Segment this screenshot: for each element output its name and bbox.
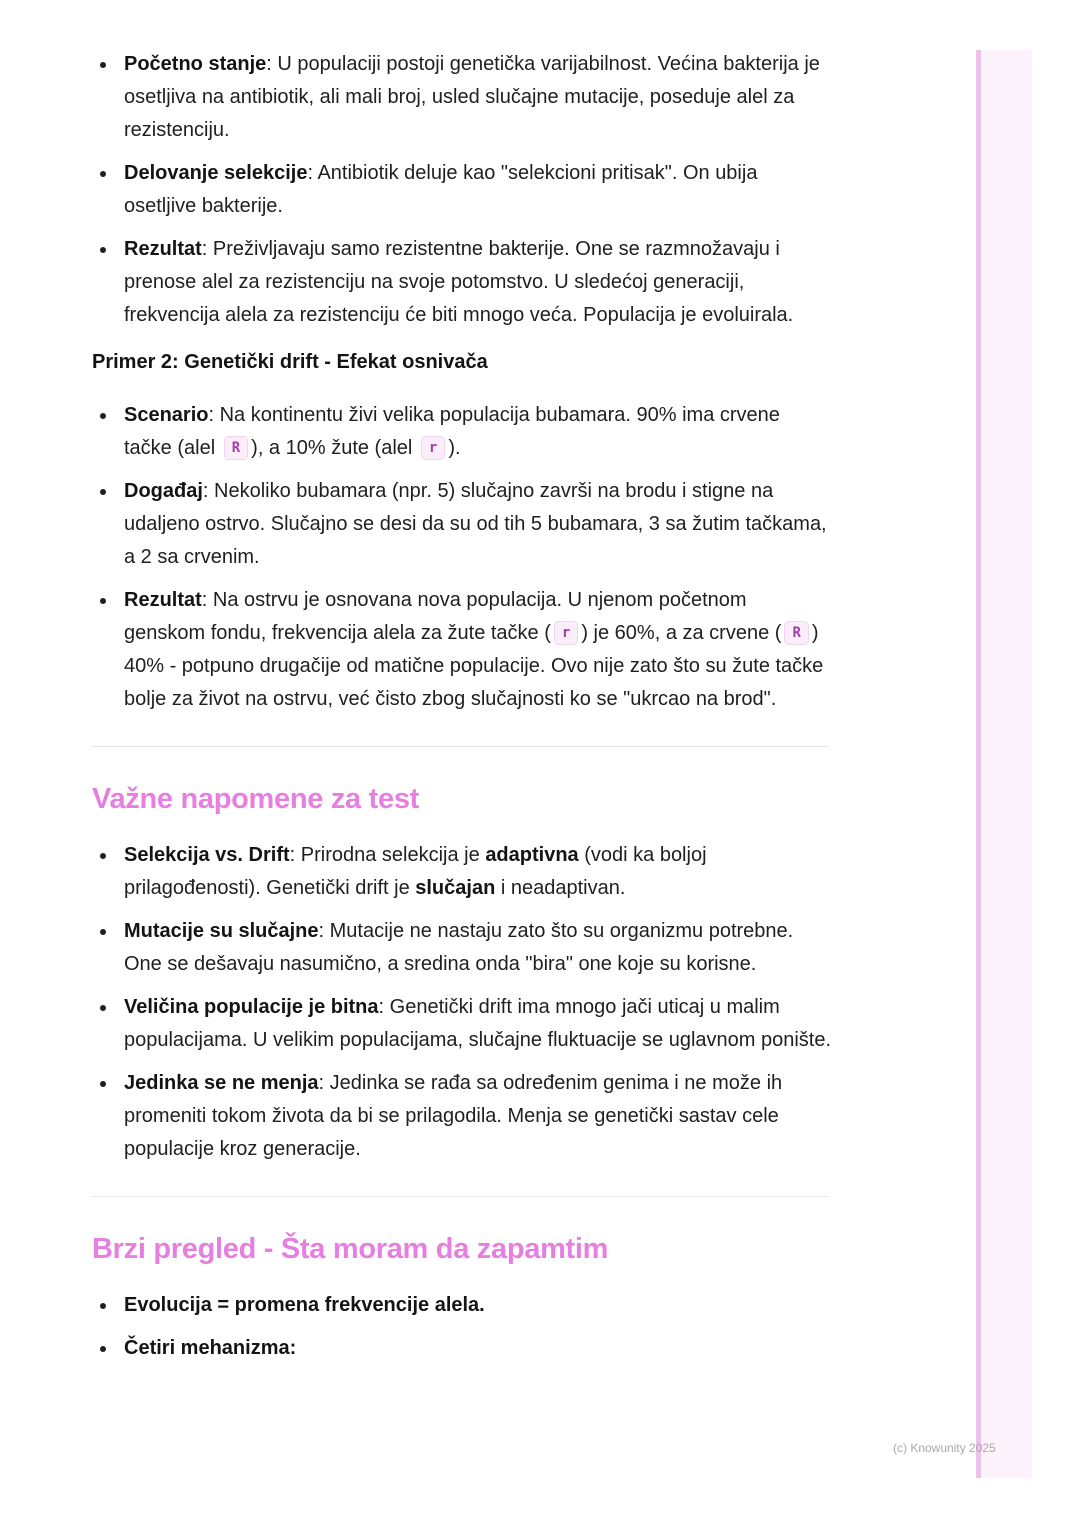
allele-code: r <box>421 436 445 460</box>
list-item <box>92 475 832 574</box>
list-item <box>92 399 832 465</box>
emphasis: adaptivna <box>485 844 579 866</box>
item-text: : Na ostrvu je osnovana nova populacija. U njenom početnom genskom fondu, frekvencija alela za žute tačke ( <box>124 589 747 644</box>
divider <box>92 1196 828 1197</box>
allele-code: R <box>784 621 808 645</box>
copyright-notice: (c) Knowunity 2025 <box>893 1441 996 1455</box>
document-content <box>92 48 832 1375</box>
item-text: : Mutacije ne nastaju zato što su organizmu potrebne. One se dešavaju nasumično, a sredina onda "bira" one koje su korisne. <box>124 920 794 975</box>
allele-code: R <box>224 436 248 460</box>
item-text: (vodi ka boljoj prilagođenosti). Genetički drift je <box>124 844 707 899</box>
item-text: : Preživljavaju samo rezistentne bakterije. One se razmnožavaju i prenose alel za rezistenciju na svoje potomstvo. U sledećoj generaciji, frekvencija alela za rezistenciju će biti mnogo veća. Populacija je evoluirala. <box>124 238 794 326</box>
item-text: ) je 60%, a za crvene ( <box>581 622 782 644</box>
item-text: ). <box>448 437 461 459</box>
review-list <box>92 1289 832 1365</box>
item-text: : U populaciji postoji genetička varijabilnost. Većina bakterija je osetljiva na antibiotik, ali mali broj, usled slučajne mutacije, poseduje alel za rezistenciju. <box>124 53 820 141</box>
item-text: : Genetički drift ima mnogo jači uticaj u malim populacijama. U velikim populacijama, slučajne fluktuacije se uglavnom ponište. <box>124 996 832 1051</box>
term: Četiri mehanizma: <box>124 1337 297 1359</box>
allele-code: r <box>554 621 578 645</box>
item-text: : Nekoliko bubamara (npr. 5) slučajno završi na brodu i stigne na udaljeno ostrvo. Slučajno se desi da su od tih 5 bubamara, 3 sa žutim tačkama, a 2 sa crvenim. <box>124 480 827 568</box>
term: Rezultat <box>124 238 202 260</box>
item-text: : Jedinka se rađa sa određenim genima i ne može ih promeniti tokom života da bi se prilagodila. Menja se genetički sastav cele populacije kroz generacije. <box>124 1072 783 1160</box>
divider <box>92 746 828 747</box>
selection-example-list <box>92 48 832 332</box>
term: Delovanje selekcije <box>124 162 308 184</box>
item-text: ) 40% - potpuno drugačije od matične populacije. Ovo nije zato što su žute tačke bolje za život na ostrvu, već čisto zbog slučajnosti ko se "ukrcao na brod". <box>124 622 824 710</box>
side-panel <box>976 50 1032 1478</box>
term: Scenario <box>124 404 209 426</box>
list-item <box>92 1289 832 1322</box>
term: Rezultat <box>124 589 202 611</box>
list-item <box>92 1332 832 1365</box>
term: Mutacije su slučajne <box>124 920 319 942</box>
term: Početno stanje <box>124 53 267 75</box>
list-item <box>92 839 832 905</box>
term: Događaj <box>124 480 203 502</box>
drift-example-list <box>92 399 832 716</box>
item-text: : Antibiotik deluje kao "selekcioni pritisak". On ubija osetljive bakterije. <box>124 162 758 217</box>
item-text: i neadaptivan. <box>495 877 626 899</box>
term: Jedinka se ne menja <box>124 1072 319 1094</box>
list-item <box>92 915 832 981</box>
list-item <box>92 1067 832 1166</box>
item-text: : Na kontinentu živi velika populacija bubamara. 90% ima crvene tačke (alel <box>124 404 780 459</box>
emphasis: slučajan <box>415 877 496 899</box>
list-item <box>92 48 832 147</box>
term: Evolucija = promena frekvencije alela. <box>124 1294 485 1316</box>
side-accent-line <box>976 50 981 1478</box>
section-title: Važne napomene za test <box>92 783 420 815</box>
example-heading: Primer 2: Genetički drift - Efekat osnivača <box>92 351 488 373</box>
item-text: : Prirodna selekcija je <box>289 844 486 866</box>
item-text: ), a 10% žute (alel <box>251 437 418 459</box>
term: Veličina populacije je bitna <box>124 996 379 1018</box>
list-item <box>92 233 832 332</box>
term: Selekcija vs. Drift <box>124 844 290 866</box>
list-item <box>92 991 832 1057</box>
section-title: Brzi pregled - Šta moram da zapamtim <box>92 1233 609 1265</box>
list-item <box>92 584 832 716</box>
notes-list <box>92 839 832 1166</box>
list-item <box>92 157 832 223</box>
